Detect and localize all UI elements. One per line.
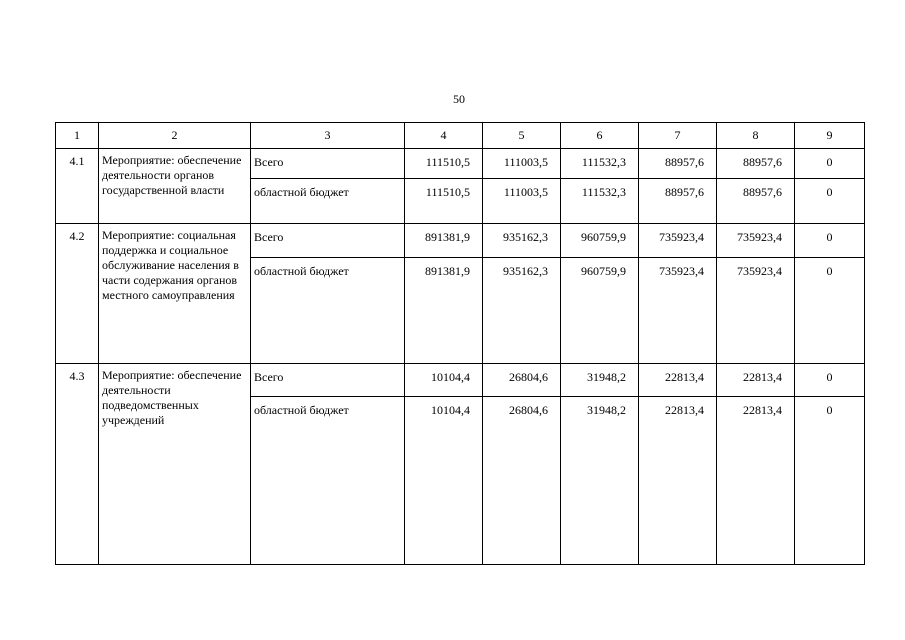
header-cell: 5 <box>483 123 561 149</box>
header-cell: 8 <box>717 123 795 149</box>
value-cell: 0 <box>795 364 865 397</box>
value-cell: 0 <box>795 149 865 179</box>
item-number: 4.2 <box>56 224 99 364</box>
value-cell: 735923,4 <box>639 224 717 258</box>
value-cell: 22813,4 <box>717 397 795 565</box>
value-cell: 10104,4 <box>405 397 483 565</box>
value-cell: 88957,6 <box>639 179 717 224</box>
value-cell: 88957,6 <box>717 149 795 179</box>
value-cell: 22813,4 <box>717 364 795 397</box>
table-row <box>56 364 865 397</box>
value-cell: 22813,4 <box>639 397 717 565</box>
funding-kind: Всего <box>251 224 405 258</box>
value-cell: 22813,4 <box>639 364 717 397</box>
value-cell: 111510,5 <box>405 149 483 179</box>
value-cell: 88957,6 <box>717 179 795 224</box>
table-header-row <box>56 123 865 149</box>
header-cell: 2 <box>99 123 251 149</box>
budget-table <box>55 122 865 565</box>
header-cell: 9 <box>795 123 865 149</box>
value-cell: 735923,4 <box>717 224 795 258</box>
value-cell: 111003,5 <box>483 179 561 224</box>
value-cell: 960759,9 <box>561 258 639 364</box>
value-cell: 10104,4 <box>405 364 483 397</box>
value-cell: 735923,4 <box>717 258 795 364</box>
header-cell: 7 <box>639 123 717 149</box>
item-number: 4.1 <box>56 149 99 224</box>
value-cell: 111532,3 <box>561 149 639 179</box>
value-cell: 88957,6 <box>639 149 717 179</box>
value-cell: 111532,3 <box>561 179 639 224</box>
funding-kind: областной бюджет <box>251 397 405 565</box>
item-title: Мероприятие: обеспечение деятельности органов государственной власти <box>99 149 251 224</box>
value-cell: 31948,2 <box>561 364 639 397</box>
value-cell: 891381,9 <box>405 258 483 364</box>
value-cell: 0 <box>795 258 865 364</box>
value-cell: 111003,5 <box>483 149 561 179</box>
value-cell: 0 <box>795 224 865 258</box>
header-cell: 1 <box>56 123 99 149</box>
funding-kind: Всего <box>251 364 405 397</box>
header-cell: 3 <box>251 123 405 149</box>
funding-kind: областной бюджет <box>251 258 405 364</box>
value-cell: 960759,9 <box>561 224 639 258</box>
value-cell: 0 <box>795 179 865 224</box>
item-number: 4.3 <box>56 364 99 565</box>
value-cell: 31948,2 <box>561 397 639 565</box>
funding-kind: Всего <box>251 149 405 179</box>
value-cell: 0 <box>795 397 865 565</box>
value-cell: 735923,4 <box>639 258 717 364</box>
value-cell: 26804,6 <box>483 397 561 565</box>
header-cell: 6 <box>561 123 639 149</box>
funding-kind: областной бюджет <box>251 179 405 224</box>
value-cell: 891381,9 <box>405 224 483 258</box>
value-cell: 26804,6 <box>483 364 561 397</box>
item-title: Мероприятие: обеспечение деятельности подведомственных учреждений <box>99 364 251 565</box>
header-cell: 4 <box>405 123 483 149</box>
page-number: 50 <box>453 92 465 106</box>
value-cell: 935162,3 <box>483 224 561 258</box>
table-row <box>56 224 865 258</box>
value-cell: 935162,3 <box>483 258 561 364</box>
item-title: Мероприятие: социальная поддержка и социальное обслуживание населения в части содержания органов местного самоуправления <box>99 224 251 364</box>
table-row <box>56 149 865 179</box>
value-cell: 111510,5 <box>405 179 483 224</box>
